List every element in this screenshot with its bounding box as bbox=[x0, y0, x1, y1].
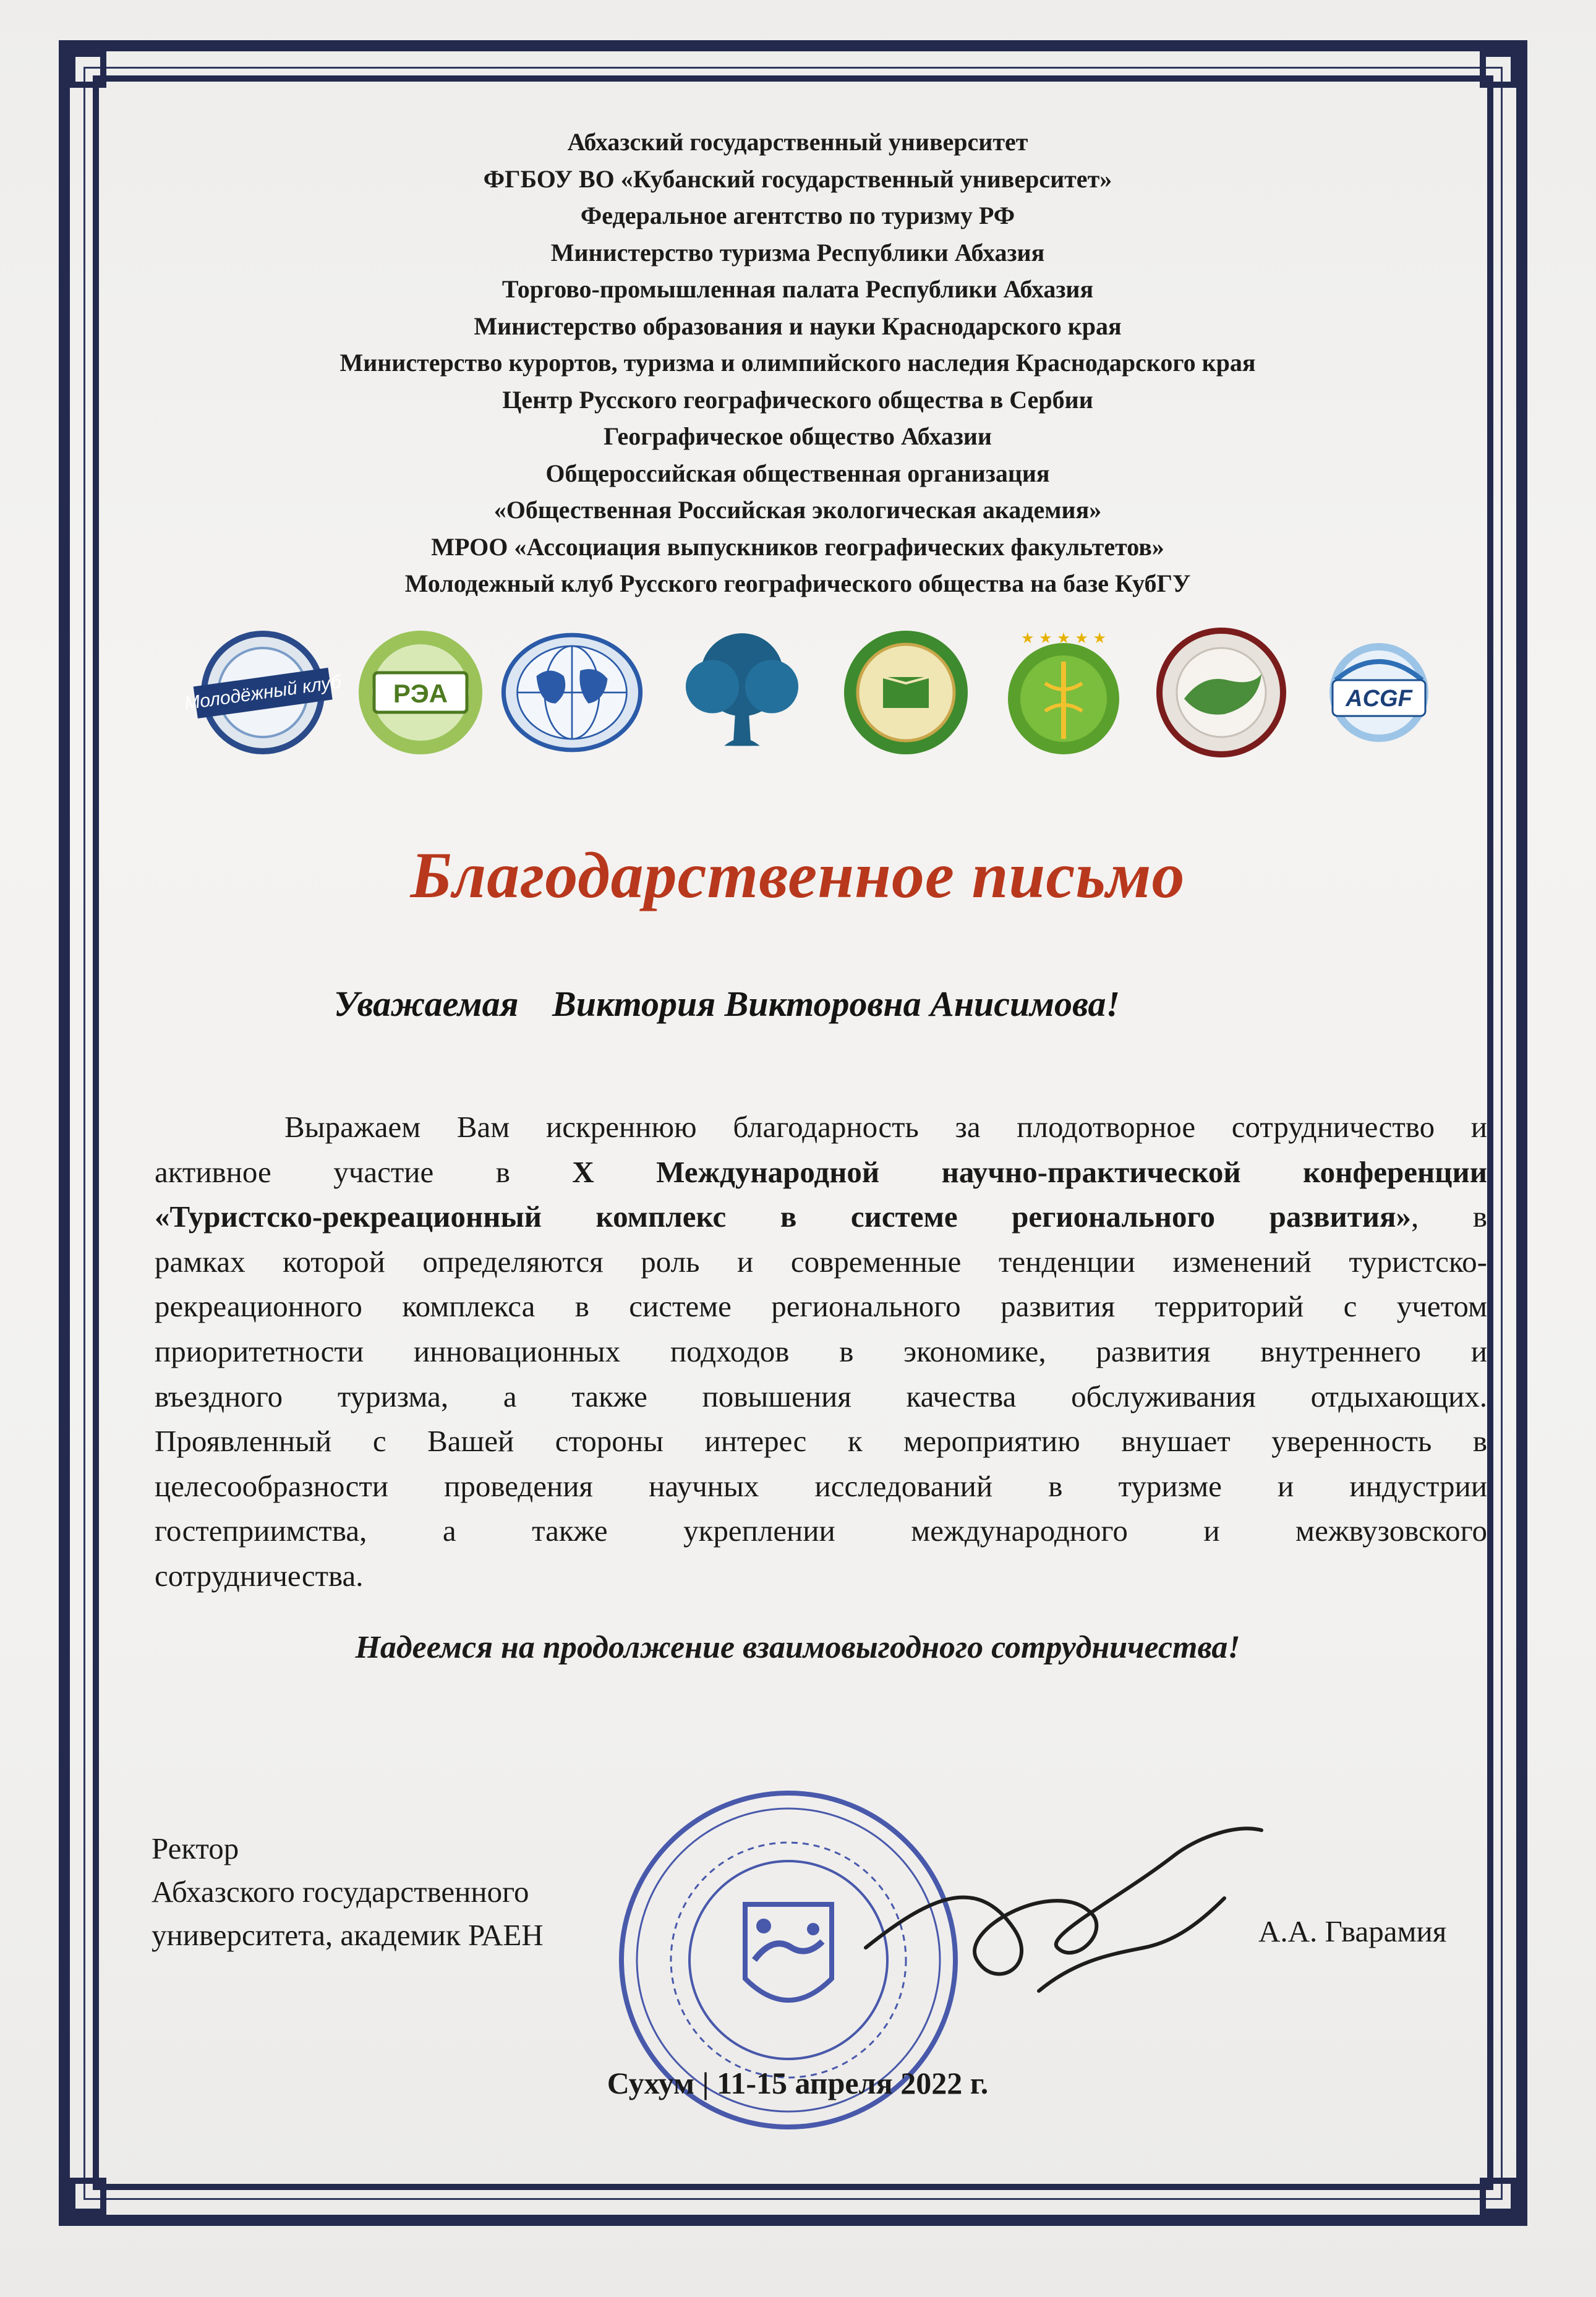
body-line: Проявленный с Вашей стороны интерес к мероприятию внушает уверенность в bbox=[155, 1424, 1487, 1459]
letter-title: Благодарственное письмо bbox=[410, 839, 1185, 911]
organizers-list bbox=[186, 124, 1410, 602]
organizer-line: Министерство туризма Республики Абхазия bbox=[550, 238, 1045, 266]
organizer-line: Торгово-промышленная палата Республики Абхазия bbox=[501, 275, 1094, 303]
body-line bbox=[155, 1150, 1487, 1195]
body-line: сотрудничества. bbox=[155, 1558, 364, 1593]
organizer-line: Центр Русского географического общества в Сербии bbox=[502, 385, 1093, 414]
organizer-line: Министерство курортов, туризма и олимпийского наследия Краснодарского края bbox=[339, 349, 1256, 377]
svg-text:Молодёжный клуб: Молодёжный клуб bbox=[183, 671, 343, 714]
youth-club-logo bbox=[183, 624, 343, 761]
rea-logo bbox=[349, 624, 492, 761]
geographic-society-logo bbox=[1150, 624, 1292, 761]
greeting bbox=[334, 983, 1120, 1025]
body-line bbox=[155, 1195, 1487, 1240]
organizer-line: Министерство образования и науки Краснодарского края bbox=[474, 312, 1122, 340]
svg-text:РЭА: РЭА bbox=[393, 679, 448, 708]
organizer-line: МРОО «Ассоциация выпускников географических факультетов» bbox=[431, 532, 1164, 561]
signatory-line: Абхазского государственного bbox=[151, 1875, 529, 1909]
closing-line: Надеемся на продолжение взаимовыгодного сотрудничества! bbox=[355, 1630, 1240, 1665]
tree-logo bbox=[671, 624, 813, 761]
body-line: гостеприимства, а также укреплении международного и межвузовского bbox=[155, 1514, 1487, 1548]
body-text: активное участие в bbox=[155, 1154, 573, 1189]
svg-text:ACGF: ACGF bbox=[1346, 686, 1412, 712]
caduceus-logo bbox=[992, 624, 1135, 761]
body-line: рекреационного комплекса в системе регионального развития территорий с учетом bbox=[155, 1289, 1487, 1324]
organizer-line: «Общественная Российская экологическая академия» bbox=[493, 496, 1102, 524]
recipient-name: Виктория Викторовна Анисимова! bbox=[552, 984, 1120, 1024]
body-line: приоритетности инновационных подходов в экономике, развития внутреннего и bbox=[155, 1334, 1487, 1368]
svg-text:★ ★ ★ ★ ★: ★ ★ ★ ★ ★ bbox=[1020, 629, 1107, 647]
organizer-line: Общероссийская общественная организация bbox=[545, 459, 1050, 487]
letter-body bbox=[155, 1105, 1487, 1599]
organizer-line: Молодежный клуб Русского географического общества на базе КубГУ bbox=[404, 569, 1191, 597]
acgf-logo bbox=[1308, 624, 1450, 761]
conference-name: Х Международной научно-практической конференции bbox=[572, 1154, 1487, 1189]
globe-logo bbox=[501, 624, 643, 761]
footer-place-date: Сухум | 11-15 апреля 2022 г. bbox=[607, 2066, 989, 2100]
body-line: целесообразности проведения научных исследований в туризме и индустрии bbox=[155, 1468, 1487, 1503]
signatory-line: Ректор bbox=[151, 1831, 239, 1865]
signatory-line: университета, академик РАЕН bbox=[151, 1918, 544, 1952]
organizer-line: Географическое общество Абхазии bbox=[604, 422, 992, 450]
conference-title: «Туристско-рекреационный комплекс в системе регионального развития» bbox=[155, 1200, 1412, 1234]
partner-logos-row bbox=[183, 624, 1422, 761]
university-emblem-logo bbox=[835, 624, 977, 761]
body-line: рамках которой определяются роль и современные тенденции изменений туристско- bbox=[155, 1244, 1487, 1279]
organizer-line: Федеральное агентство по туризму РФ bbox=[580, 202, 1015, 229]
body-line: въездного туризма, а также повышения качества обслуживания отдыхающих. bbox=[155, 1379, 1487, 1413]
organizer-line: ФГБОУ ВО «Кубанский государственный университет» bbox=[483, 164, 1112, 193]
signatory-name: А.А. Гварамия bbox=[1258, 1914, 1447, 1948]
signature bbox=[853, 1805, 1286, 2028]
signatory-title bbox=[151, 1827, 544, 1957]
salutation: Уважаемая bbox=[334, 984, 519, 1024]
organizer-line: Абхазский государственный университет bbox=[567, 128, 1028, 156]
body-line: Выражаем Вам искреннюю благодарность за плодотворное сотрудничество и bbox=[284, 1110, 1487, 1144]
body-text: , в bbox=[1411, 1200, 1488, 1234]
